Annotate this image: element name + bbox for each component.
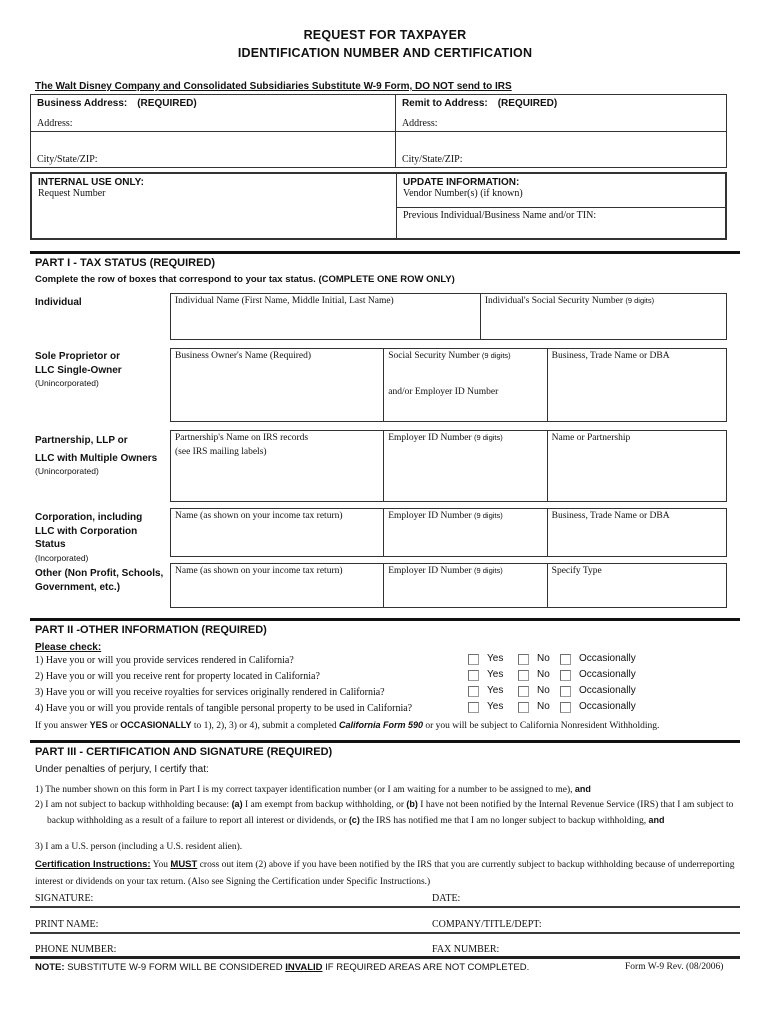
signature-date-line[interactable] [30,906,740,908]
q1-yes-label: Yes [487,653,504,664]
corporation-dba-field[interactable]: Business, Trade Name or DBA [547,509,726,556]
update-information-header: UPDATE INFORMATION: [403,177,520,188]
corporation-name-field[interactable]: Name (as shown on your income tax return) [175,511,343,521]
part3-title: PART III - CERTIFICATION AND SIGNATURE (REQUIRED) [35,746,333,758]
corporation-row [170,508,727,557]
please-check-label: Please check: [35,642,102,653]
vendor-number-label: Vendor Number(s) (if known) [403,188,523,199]
question-4-text: 4) Have you or will you provide rentals of tangible personal property to be used in California? [35,703,413,714]
corporation-ein-field[interactable]: Employer ID Number (9 digits) [383,509,546,556]
form-title-line2: IDENTIFICATION NUMBER AND CERTIFICATION [237,46,533,60]
part2-footnote: If you answer YES or OCCASIONALLY to 1), 2), 3) or 4), submit a completed California Form 590 or you will be subject to California Nonresident Withholding. [35,720,660,731]
question-1-text: 1) Have you or will you provide services rendered in California? [35,655,294,666]
individual-ssn-field[interactable]: Individual's Social Security Number (9 digits) [480,294,726,339]
sole-proprietor-row [170,348,727,422]
footer-note: NOTE: SUBSTITUTE W-9 FORM WILL BE CONSIDERED INVALID IF REQUIRED AREAS ARE NOT COMPLETED. [35,962,530,973]
remit-address-column [395,95,726,167]
print-name-company-line[interactable] [30,932,740,934]
q3-no-checkbox[interactable] [518,686,529,697]
business-address-column [31,95,395,167]
phone-number-label: PHONE NUMBER: [35,944,117,955]
q4-no-checkbox[interactable] [518,702,529,713]
q2-no-checkbox[interactable] [518,670,529,681]
q1-no-label: No [537,653,550,664]
q4-yes-label: Yes [487,701,504,712]
certification-item-1: 1) The number shown on this form in Part I is my correct taxpayer identification number (or I am waiting for a number to be assigned to me), and [35,784,591,795]
remit-address-header: Remit to Address: (REQUIRED) [401,98,558,109]
partnership-name-field[interactable]: Partnership's Name on IRS records (see IRS mailing labels) [175,433,309,457]
q4-occasionally-checkbox[interactable] [560,702,571,713]
q1-yes-checkbox[interactable] [468,654,479,665]
row-label-other: Other (Non Profit, Schools, Government, etc.) [35,568,164,593]
question-row-2 [0,668,770,684]
print-name-label: PRINT NAME: [35,919,99,930]
q2-yes-label: Yes [487,669,504,680]
question-row-3 [0,684,770,700]
vendor-number-field[interactable] [397,174,725,208]
part3-divider-rule [30,740,740,743]
business-address-field[interactable] [31,95,395,132]
partnership-trade-name-field[interactable]: Name or Partnership [547,431,726,501]
business-city-label: City/State/ZIP: [37,154,98,165]
q2-yes-checkbox[interactable] [468,670,479,681]
remit-address-field[interactable] [396,95,726,132]
remit-city-label: City/State/ZIP: [401,154,463,165]
q4-yes-checkbox[interactable] [468,702,479,713]
question-row-4 [0,700,770,716]
internal-update-table [30,172,727,240]
row-label-corporation: Corporation, including LLC with Corporation Status (Incorporated) [35,512,143,563]
ssn-digits-note: (9 digits) [481,351,511,360]
signature-label: SIGNATURE: [35,893,94,904]
remit-city-field[interactable] [396,132,726,167]
business-owner-name-field[interactable]: Business Owner's Name (Required) [175,351,312,361]
fax-number-label: FAX NUMBER: [432,944,500,955]
q4-occasionally-label: Occasionally [579,701,636,712]
question-row-1 [0,652,770,668]
part1-instruction: Complete the row of boxes that correspond to your tax status. (COMPLETE ONE ROW ONLY) [35,274,455,285]
part1-title: PART I - TAX STATUS (REQUIRED) [35,257,216,269]
address-table [30,94,727,168]
form-title [0,26,770,62]
previous-name-field[interactable] [397,208,725,238]
ein-digits-note: (9 digits) [473,433,503,442]
part1-divider-rule [30,251,740,254]
partnership-row [170,430,727,502]
question-2-text: 2) Have you or will you receive rent for property located in California? [35,671,320,682]
remit-address-label: Address: [401,118,438,129]
form-revision: Form W-9 Rev. (08/2006) [625,962,724,972]
form-title-line1: REQUEST FOR TAXPAYER [303,28,467,42]
certification-item-3: 3) I am a U.S. person (including a U.S. resident alien). [35,842,243,852]
q3-occasionally-checkbox[interactable] [560,686,571,697]
form-subtitle: The Walt Disney Company and Consolidated Subsidiaries Substitute W-9 Form, DO NOT send to IRS [35,81,512,92]
q3-occasionally-label: Occasionally [579,685,636,696]
invalid-emphasis: INVALID [285,962,323,973]
q3-yes-checkbox[interactable] [468,686,479,697]
ein-digits-note: (9 digits) [473,566,503,575]
q2-occasionally-label: Occasionally [579,669,636,680]
business-address-label: Address: [37,118,73,129]
q2-no-label: No [537,669,550,680]
update-information-column [396,174,725,238]
individual-name-field[interactable]: Individual Name (First Name, Middle Initial, Last Name) [175,296,394,306]
perjury-statement: Under penalties of perjury, I certify that: [35,764,209,775]
certification-instructions: Certification Instructions: You MUST cross out item (2) above if you have been notified by the IRS that you are currently subject to backup withholding because of underreporting interest or dividends on your tax return. (Also see Signing the Certification under Specific Instructions.) [35,859,735,887]
business-city-field[interactable] [31,132,395,167]
sole-proprietor-dba-field[interactable]: Business, Trade Name or DBA [547,349,726,421]
other-specify-type-field[interactable]: Specify Type [547,564,726,607]
partnership-ein-field[interactable]: Employer ID Number (9 digits) [383,431,546,501]
previous-name-label: Previous Individual/Business Name and/or TIN: [403,210,597,221]
business-address-header: Business Address: (REQUIRED) [37,98,197,109]
row-label-sole-proprietor: Sole Proprietor or LLC Single-Owner (Unincorporated) [35,351,122,388]
q2-occasionally-checkbox[interactable] [560,670,571,681]
q1-occasionally-checkbox[interactable] [560,654,571,665]
ssn-digits-note: (9 digits) [625,296,655,305]
internal-use-field[interactable] [32,174,396,238]
date-label: DATE: [432,893,461,904]
question-3-text: 3) Have you or will you receive royalties for services originally rendered in California? [35,687,385,698]
footer-double-rule [30,956,740,959]
company-title-dept-label: COMPANY/TITLE/DEPT: [432,919,542,930]
ein-digits-note: (9 digits) [473,511,503,520]
certification-item-2: 2) I am not subject to backup withholding because: (a) I am exempt from backup withholding, or (b) I have not been notified by the Internal Revenue Service (IRS) that I am subject to backup withholding as a result of a failure to report all interest or dividends, or (c) the IRS has notified me that I am no longer subject to backup withholding, and [35,799,734,826]
california-form-590-reference: California Form 590 [338,720,423,730]
part2-title: PART II -OTHER INFORMATION (REQUIRED) [35,624,267,636]
other-name-field[interactable]: Name (as shown on your income tax return) [175,566,343,576]
q4-no-label: No [537,701,550,712]
other-row [170,563,727,608]
row-label-individual: Individual [35,297,82,308]
part2-divider-rule [30,618,740,621]
request-number-label: Request Number [38,188,106,199]
row-label-partnership: Partnership, LLP or LLC with Multiple Owners (Unincorporated) [35,435,158,476]
individual-row [170,293,727,340]
internal-use-header: INTERNAL USE ONLY: [38,177,144,188]
q1-occasionally-label: Occasionally [579,653,636,664]
q1-no-checkbox[interactable] [518,654,529,665]
sole-proprietor-ssn-field[interactable]: Social Security Number (9 digits) and/or Employer ID Number [383,349,546,421]
other-ein-field[interactable]: Employer ID Number (9 digits) [383,564,546,607]
q3-no-label: No [537,685,550,696]
q3-yes-label: Yes [487,685,504,696]
